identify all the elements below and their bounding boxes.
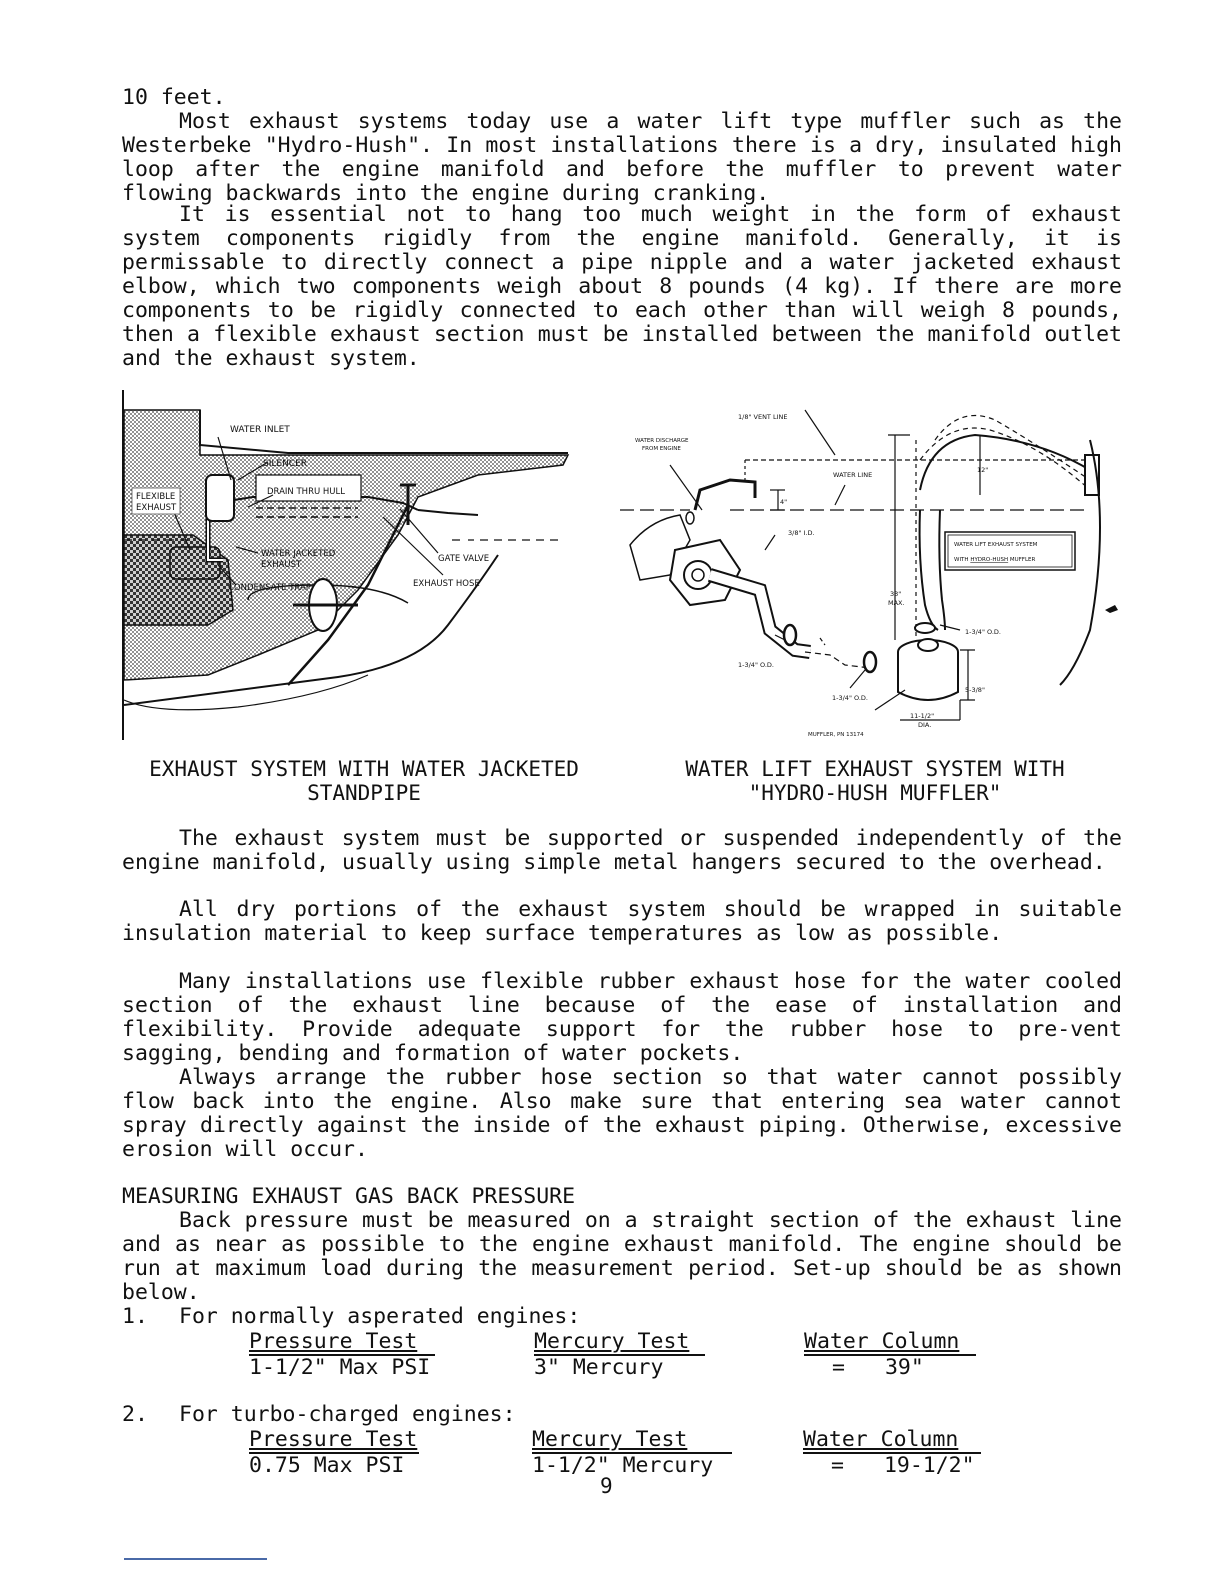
label-max: MAX. — [888, 599, 905, 607]
col-pressure-test: Pressure Test — [249, 1329, 418, 1354]
label-four-inch: 4" — [780, 498, 788, 506]
col-mercury-test-2: Mercury Test — [532, 1427, 688, 1452]
row2-equals: = — [831, 1453, 844, 1478]
page-number: 9 — [600, 1474, 613, 1498]
col-water-column: Water Column — [804, 1329, 960, 1354]
label-water-discharge: WATER DISCHARGE — [635, 438, 689, 444]
paragraph-support: The exhaust system must be supported or suspended independently of the engine manifold, usually using simple metal hangers secured to the overhead. — [122, 826, 1135, 875]
label-drain-thru-hull: DRAIN THRU HULL — [267, 487, 345, 497]
label-33-inch: 33" — [890, 590, 902, 598]
label-eleven-half: 11-1/2" — [910, 712, 935, 720]
caption-right-line2: "HYDRO-HUSH MUFFLER" — [748, 781, 1002, 805]
caption-left-line2: STANDPIPE — [307, 781, 421, 805]
label-gate-valve: GATE VALVE — [438, 554, 490, 564]
label-twelve-inch: 12" — [977, 466, 989, 474]
label-muffler-pn: MUFFLER, PN 13174 — [808, 732, 864, 738]
label-box-line2 — [954, 557, 1036, 563]
item-2-label: For turbo-charged engines: — [179, 1402, 516, 1427]
label-box-line2-underlined: HYDRO-HUSH — [970, 557, 1009, 563]
paragraph-weight: It is essential not to hang too much weight in the form of exhaust system components rigidly from the engine manifold. Generally, it is permissable to directly connect a pipe nipple and a water jacketed exhaust elbow, which two components weigh about 8 pounds (4 kg). If there are more components to be rigidly connected to each other than will weigh 8 pounds, then a flexible exhaust section must be installed between the manifold outlet and the exhaust system. — [122, 202, 1135, 371]
label-silencer: SILENCER — [263, 459, 308, 469]
label-box-line2-prefix: WITH — [954, 557, 971, 563]
label-exhaust-hose: EXHAUST HOSE — [413, 579, 480, 589]
text-continuation: 10 feet. — [122, 85, 226, 110]
paragraph-water-lift: Most exhaust systems today use a water lift type muffler such as the Westerbeke "Hydro-Hush". In most installations there is a dry, insulated high loop after the engine manifold and before the muffler to prevent water flowing backwards into the engine during cranking. — [122, 109, 1135, 206]
label-water-inlet: WATER INLET — [230, 425, 290, 435]
item-2-number: 2. — [122, 1402, 148, 1427]
col-water-column-2: Water Column — [803, 1427, 959, 1452]
caption-right — [650, 757, 1100, 805]
section-heading: MEASURING EXHAUST GAS BACK PRESSURE — [122, 1184, 576, 1209]
caption-right-line1: WATER LIFT EXHAUST SYSTEM WITH — [685, 757, 1065, 781]
row1-water-value: 39" — [884, 1355, 924, 1380]
row1-pressure: 1-1/2" Max PSI — [249, 1354, 435, 1380]
label-condensate-trap: CONDENSATE TRAP — [228, 583, 311, 593]
label-flexible-exhaust: EXHAUST — [136, 503, 177, 513]
label-dia: DIA. — [918, 721, 932, 729]
label-water-line: WATER LINE — [833, 471, 873, 479]
footer-rule — [124, 1558, 267, 1560]
item-1-label: For normally asperated engines: — [179, 1304, 581, 1329]
paragraph-back-pressure: Back pressure must be measured on a straight section of the exhaust line and as near as possible to the engine exhaust manifold. The engine should be run at maximum load during the measurement period. Set-up should be as shown below. — [122, 1208, 1135, 1305]
label-od-lower: 1-3/4" O.D. — [832, 694, 868, 702]
label-box-line1: WATER LIFT EXHAUST SYSTEM — [954, 542, 1038, 548]
row1-water — [804, 1354, 976, 1380]
label-from-engine: FROM ENGINE — [642, 446, 681, 452]
label-od-upper: 1-3/4" O.D. — [965, 628, 1001, 636]
label-water-jacketed: WATER JACKETED — [261, 549, 336, 559]
paragraph-rubber-hose: Many installations use flexible rubber exhaust hose for the water cooled section of the exhaust line because of the ease of installation and flexibility. Provide adequate support for the rubber hose to pre-vent sagging, bending and formation of water pockets. — [122, 969, 1135, 1066]
paragraph-arrange: Always arrange the rubber hose section so that water cannot possibly flow back into the engine. Also make sure that entering sea water cannot spray directly against the inside of the exhaust piping. Otherwise, excessive erosion will occur. — [122, 1065, 1135, 1162]
item-1-number: 1. — [122, 1304, 148, 1329]
row2-water — [803, 1452, 981, 1478]
caption-left — [118, 757, 610, 805]
standpipe-exhaust-diagram — [118, 385, 588, 745]
paragraph-insulation: All dry portions of the exhaust system should be wrapped in suitable insulation material to keep surface temperatures as low as possible. — [122, 897, 1135, 946]
label-flexible: FLEXIBLE — [136, 492, 176, 502]
col-mercury-test: Mercury Test — [534, 1329, 690, 1354]
label-five-three-eighths: 5-3/8" — [965, 686, 985, 694]
row2-water-value: 19-1/2" — [883, 1453, 975, 1478]
water-lift-exhaust-diagram — [620, 400, 1120, 745]
col-pressure-test-2: Pressure Test — [249, 1427, 418, 1452]
label-vent-line: 1/8" VENT LINE — [738, 413, 788, 421]
label-water-jacketed-exhaust: EXHAUST — [261, 560, 302, 570]
row1-mercury: 3" Mercury — [534, 1354, 705, 1380]
label-box-line2-suffix: MUFFLER — [1008, 557, 1036, 563]
caption-left-line1: EXHAUST SYSTEM WITH WATER JACKETED — [149, 757, 579, 781]
label-three-eighths-id: 3/8" I.D. — [788, 529, 815, 537]
row2-mercury: 1-1/2" Mercury — [532, 1452, 732, 1478]
row1-equals: = — [832, 1355, 845, 1380]
label-od-left: 1-3/4" O.D. — [738, 661, 774, 669]
row2-pressure: 0.75 Max PSI — [249, 1452, 419, 1478]
